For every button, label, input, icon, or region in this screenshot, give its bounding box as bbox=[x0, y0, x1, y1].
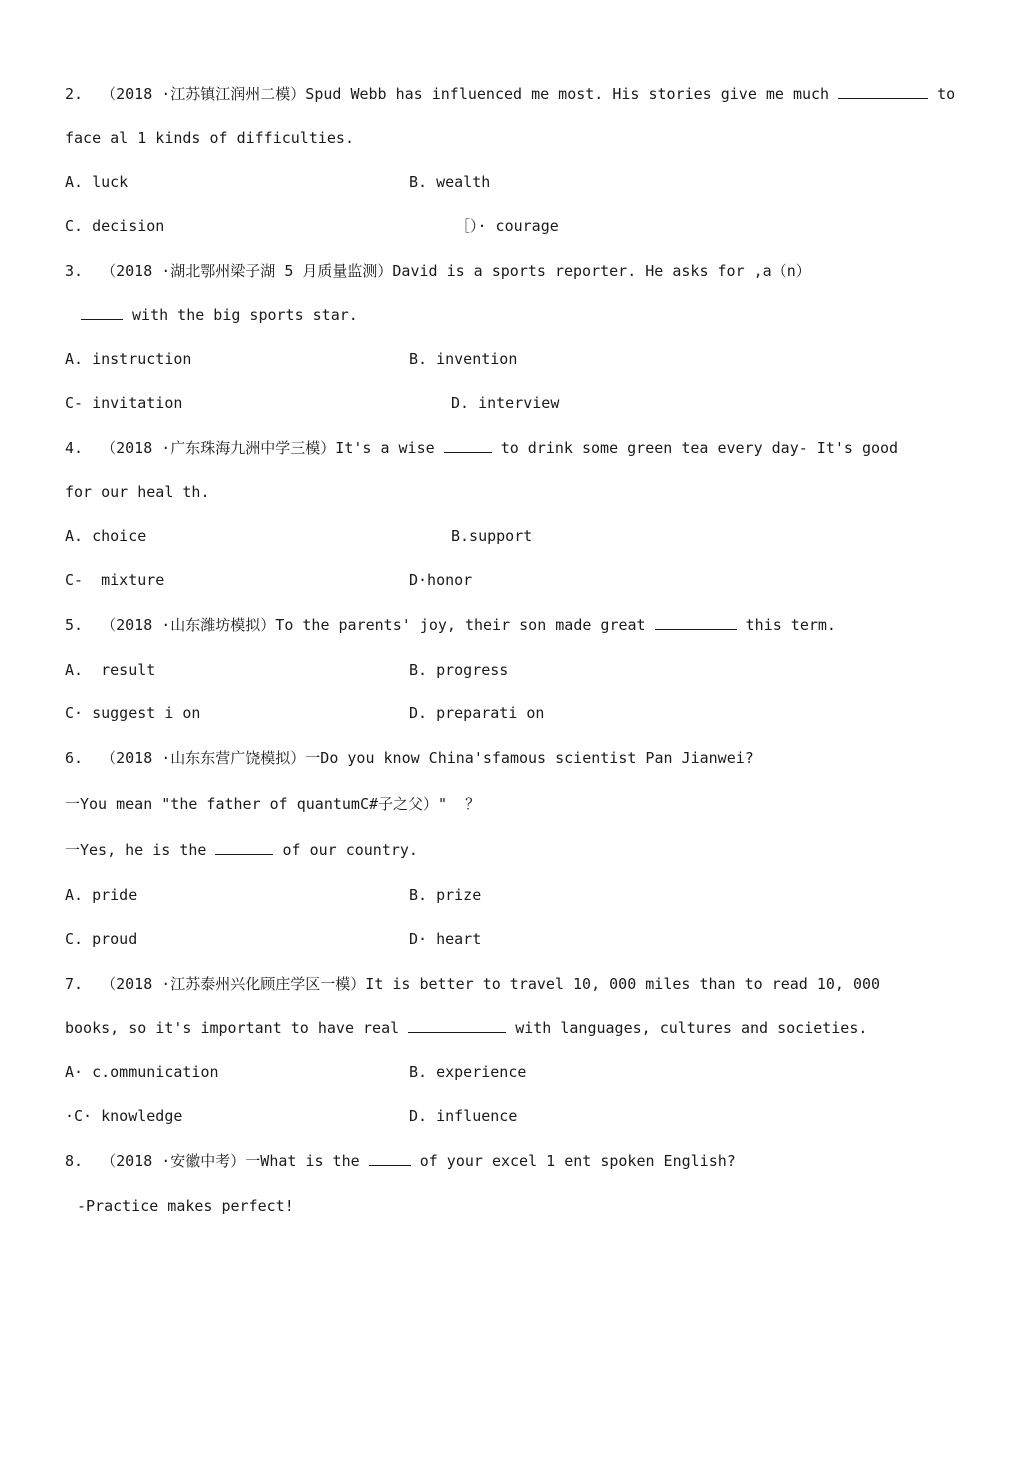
question-6-line2: 一You mean "the father of quantumC#子之父）" ？ bbox=[65, 795, 481, 813]
question-4-stem bbox=[65, 438, 898, 458]
option-d: D·honor bbox=[409, 571, 473, 589]
question-7-text: books, so it's important to have real bbox=[65, 1019, 409, 1037]
question-4-line2: for our heal th. bbox=[65, 483, 210, 501]
answer-blank bbox=[408, 1018, 506, 1033]
answer-blank bbox=[215, 840, 273, 855]
option-c: C· suggest i on bbox=[65, 704, 201, 722]
option-c: C. decision bbox=[65, 217, 165, 235]
question-5-text: 5. （2018 ·山东潍坊模拟）To the parents' joy, their son made great bbox=[65, 616, 655, 634]
answer-blank bbox=[655, 615, 737, 630]
question-7-stem: 7. （2018 ·江苏泰州兴化顾庄学区一模）It is better to travel 10, 000 miles than to read 10, 000 bbox=[65, 975, 881, 993]
option-b: B. progress bbox=[409, 661, 509, 679]
option-d: D. preparati on bbox=[409, 704, 545, 722]
option-b: B. wealth bbox=[409, 173, 491, 191]
question-6-line3 bbox=[65, 840, 418, 860]
question-6-stem: 6. （2018 ·山东东营广饶模拟）一Do you know China'sfamous scientist Pan Jianwei? bbox=[65, 749, 754, 767]
option-d: D. influence bbox=[409, 1107, 518, 1125]
question-7-line2 bbox=[65, 1018, 867, 1038]
question-8-line2: -Practice makes perfect! bbox=[77, 1197, 294, 1215]
option-a: A. pride bbox=[65, 886, 138, 904]
question-3-text: with the big sports star. bbox=[123, 306, 358, 324]
option-d: D· heart bbox=[409, 930, 482, 948]
option-d: D. interview bbox=[451, 394, 560, 412]
question-6-text-end: of our country. bbox=[273, 841, 418, 859]
option-c: C- mixture bbox=[65, 571, 165, 589]
option-b: B. invention bbox=[409, 350, 518, 368]
answer-blank bbox=[369, 1151, 411, 1166]
question-8-text: 8. （2018 ·安徽中考）一What is the bbox=[65, 1152, 369, 1170]
option-b: B.support bbox=[451, 527, 533, 545]
question-4-text: 4. （2018 ·广东珠海九洲中学三模）It's a wise bbox=[65, 439, 444, 457]
option-b: B. prize bbox=[409, 886, 482, 904]
option-d: ［）· courage bbox=[455, 217, 559, 235]
question-2-stem bbox=[65, 84, 955, 104]
question-6-text: 一Yes, he is the bbox=[65, 841, 216, 859]
answer-blank bbox=[81, 305, 123, 320]
question-3-stem: 3. （2018 ·湖北鄂州梁子湖 5 月质量监测）David is a sports reporter. He asks for ,a（n） bbox=[65, 262, 811, 280]
answer-blank bbox=[838, 84, 928, 99]
question-4-text-end: to drink some green tea every day- It's good bbox=[491, 439, 899, 457]
question-2-line2: face al 1 kinds of difficulties. bbox=[65, 129, 354, 147]
question-3-line2 bbox=[81, 305, 358, 325]
option-a: A. result bbox=[65, 661, 156, 679]
question-2-text: 2. （2018 ·江苏镇江润州二模）Spud Webb has influenced me most. His stories give me much bbox=[65, 85, 839, 103]
question-2-text-end: to bbox=[928, 85, 956, 103]
question-5-text-end: this term. bbox=[736, 616, 836, 634]
option-c: ·C· knowledge bbox=[65, 1107, 183, 1125]
option-a: A. instruction bbox=[65, 350, 192, 368]
option-c: C- invitation bbox=[65, 394, 183, 412]
option-a: A. luck bbox=[65, 173, 129, 191]
answer-blank bbox=[444, 438, 492, 453]
option-a: A· c.ommunication bbox=[65, 1063, 219, 1081]
question-8-stem bbox=[65, 1151, 736, 1171]
option-b: B. experience bbox=[409, 1063, 527, 1081]
question-8-text-end: of your excel 1 ent spoken English? bbox=[410, 1152, 736, 1170]
option-a: A. choice bbox=[65, 527, 147, 545]
question-7-text-end: with languages, cultures and societies. bbox=[506, 1019, 868, 1037]
option-c: C. proud bbox=[65, 930, 138, 948]
question-5-stem bbox=[65, 615, 836, 635]
